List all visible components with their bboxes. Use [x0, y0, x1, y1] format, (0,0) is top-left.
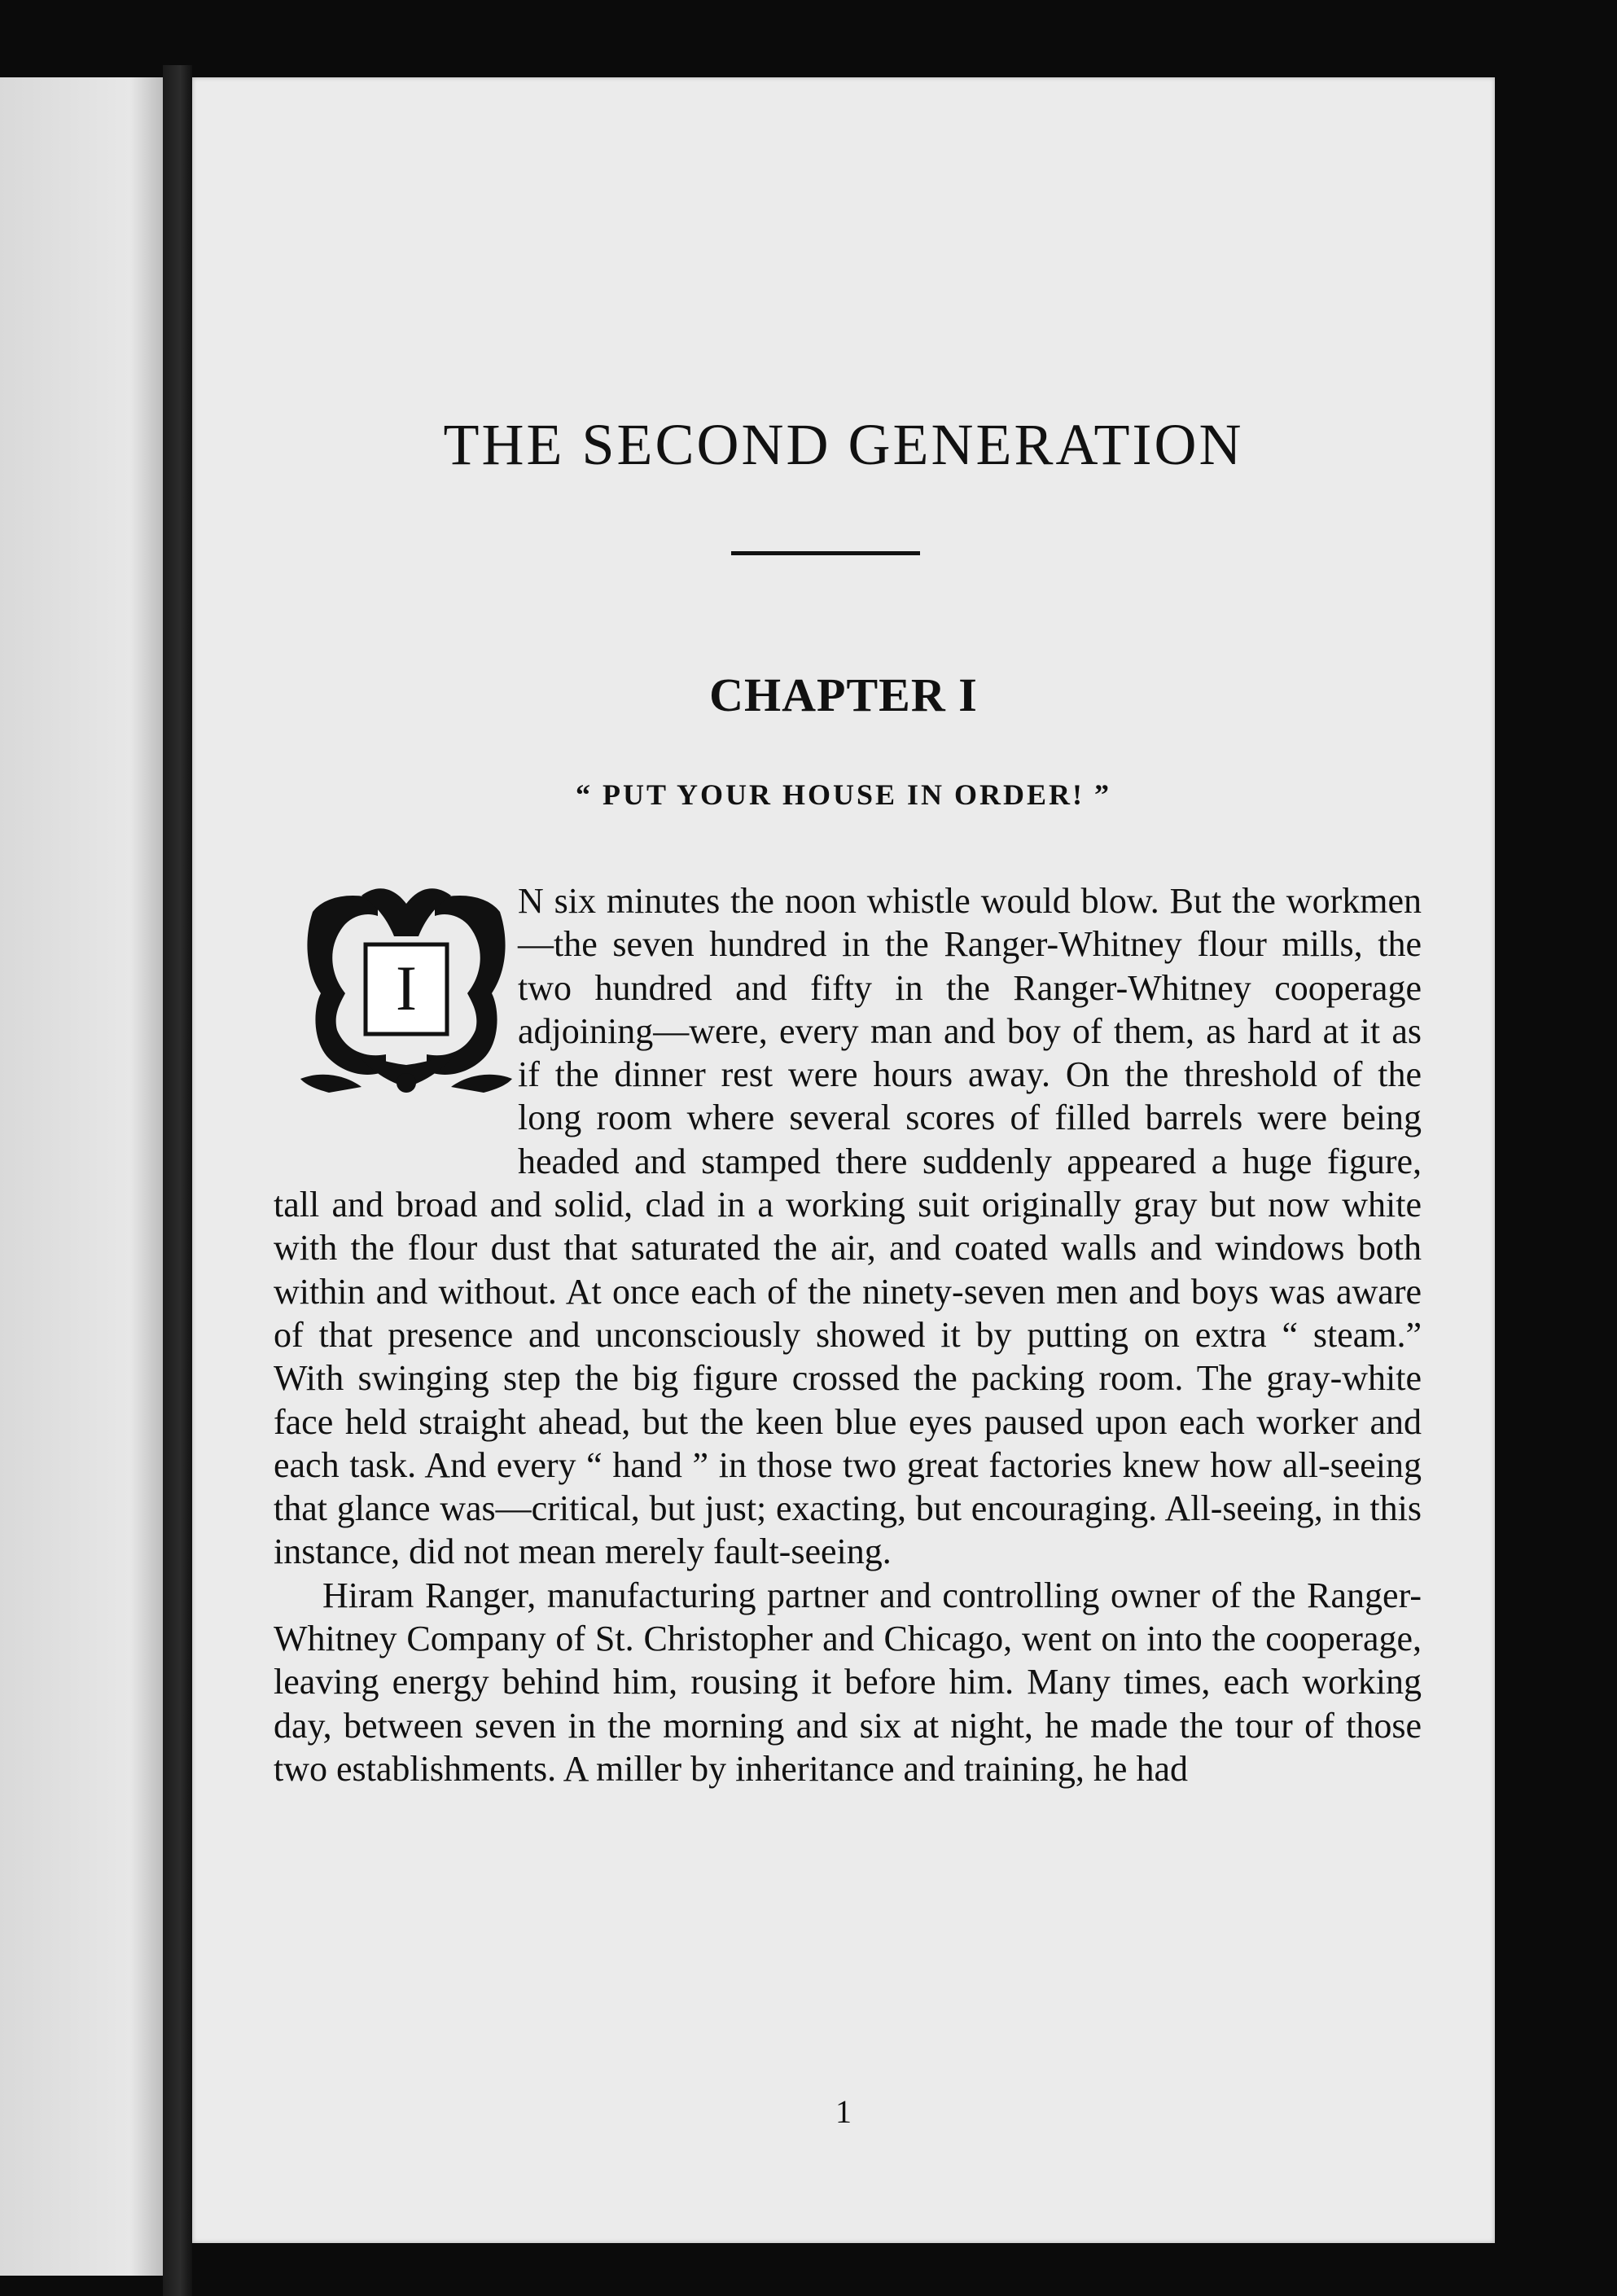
page-number: 1: [835, 2093, 852, 2130]
body-text: [274, 879, 1422, 1790]
title-rule: [731, 551, 920, 555]
chapter-epigraph: “ PUT YOUR HOUSE IN ORDER! ”: [575, 778, 1112, 811]
paragraph: N six minutes the noon whistle would blow. But the workmen—the seven hundred in the Ranger-Whitney flour mills, the two hundred and fifty in the Ranger-Whitney cooperage adjoining—were, every man and boy of them, as hard at it as if the dinner rest were hours away. On the threshold of the long room where several scores of filled barrels were being headed and stamped there suddenly appeared a huge figure, tall and broad and solid, clad in a working suit originally gray but now white with the flour dust that saturated the air, and coated walls and windows both within and without. At once each of the ninety-seven men and boys was aware of that presence and unconsciously showed it by putting on extra “ steam.” With swinging step the big figure crossed the packing room. The gray-white face held straight ahead, but the keen blue eyes paused upon each worker and each task. And every “ hand ” in those two great factories knew how all-seeing that glance was—critical, but just; exacting, but encouraging. All-seeing, in this instance, did not mean merely fault-seeing.: [274, 881, 1422, 1572]
chapter-heading: CHAPTER I: [709, 668, 978, 721]
facing-page-edge: [0, 77, 163, 2276]
paragraph: Hiram Ranger, manufacturing partner and controlling owner of the Ranger-Whitney Company of St. Christopher and Chicago, went on into the cooperage, leaving energy behind him, rousing it before him. Many times, each working day, between seven in the morning and six at night, he made the tour of those two establishments. A miller by inheritance and training, he had: [274, 1575, 1422, 1789]
book-title: THE SECOND GENERATION: [443, 412, 1244, 477]
dropcap-letter: I: [396, 953, 417, 1023]
book-page: [192, 77, 1495, 2243]
book-gutter: [163, 65, 192, 2296]
